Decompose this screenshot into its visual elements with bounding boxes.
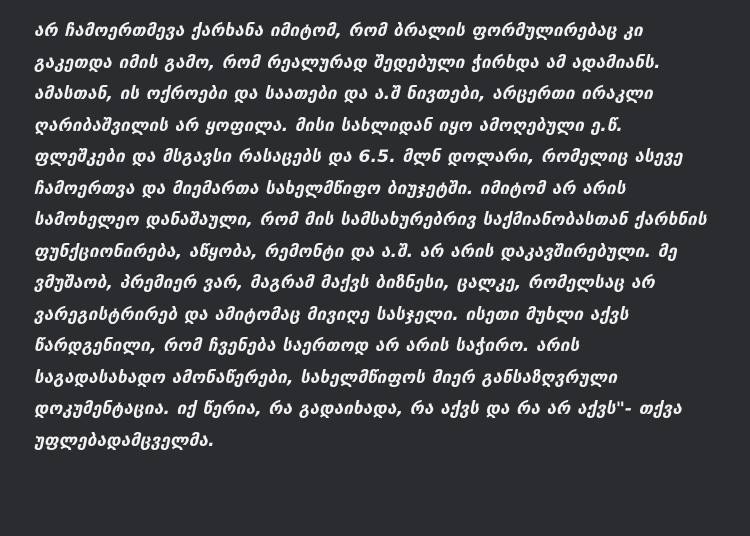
- document-paragraph: არ ჩამოერთმევა ქარხანა იმიტომ, რომ ბრალის ფორმულირებაც კი გაკეთდა იმის გამო, რომ რეალურად შედებული ჭირხდა ამ ადამიანს. ამასთან, ის ოქროები და საათები და ა.შ ნივთები, არცერთი ირაკლი ღარიბაშვილის არ ყოფილა. მისი სახლიდან იყო ამოღებული ე.წ. ფლეშკები და მსგავსი რასაცებს და 6.5. მლნ დოლარი, რომელიც ასევე ჩამოერთვა და მიემართა სახელმწიფო ბიუჯეტში. იმიტომ არ არის სამოხელეო დანაშაული, რომ მის სამსახურებრივ საქმიანობასთან ქარხნის ფუნქციონირება, აწყობა, რემონტი და ა.შ. არ არის დაკავშირებული. მე ვმუშაობ, პრემიერ ვარ, მაგრამ მაქვს ბიზნესი, ცალკე, რომელსაც არ ვარეგისტრირებ და ამიტომაც მივიღე სასჯელი. ისეთი მუხლი აქვს წარდგენილი, რომ ჩვენება საერთოდ არ არის საჭირო. არის საგადასახადო ამონაწერები, სახელმწიფოს მიერ განსაზღვრული დოკუმენტაცია. იქ წერია, რა გადაიხადა, რა აქვს და რა არ აქვს"- თქვა უფლებადამცველმა.: [34, 21, 714, 451]
